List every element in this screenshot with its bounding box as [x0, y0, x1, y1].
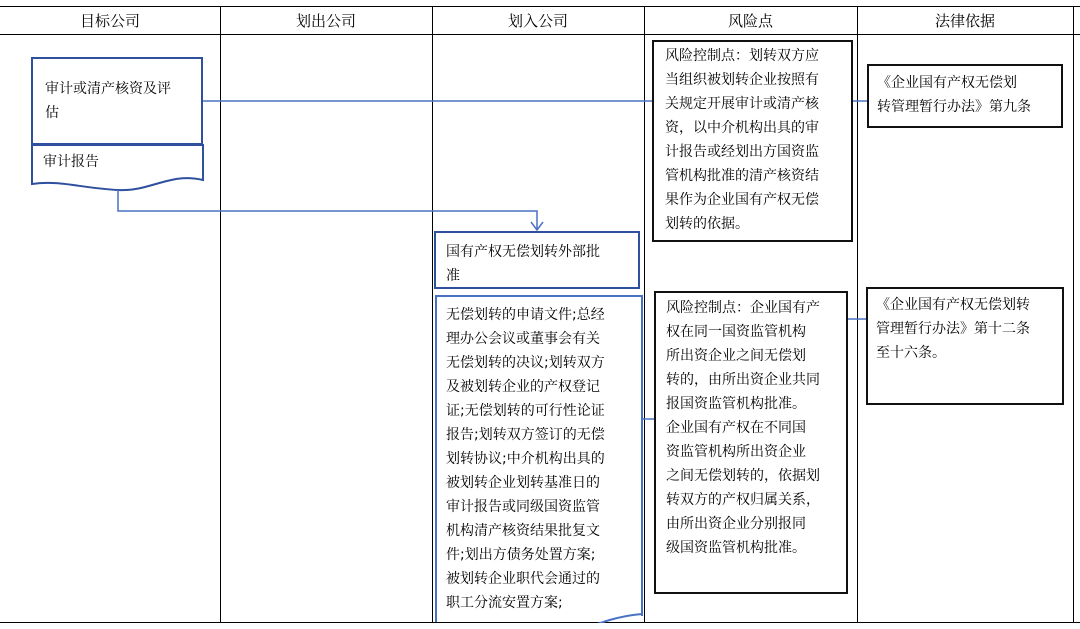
risk-control-box-1: 风险控制点：划转双方应 当组织被划转企业按照有 关规定开展审计或清产核 资，以中介机构出具的审 计报告或经划出方国资监 管机构批准的清产核资结 果作为企业国有产权无偿 划转的依据。	[652, 40, 853, 242]
header-bottom-border	[0, 34, 1080, 35]
audit-step-box: 审计或清产核资及评 估	[31, 57, 203, 145]
header-legal-basis: 法律依据	[934, 11, 995, 30]
header-transferee-company: 划入公司	[507, 11, 568, 30]
header-risk-points: 风险点	[727, 11, 773, 30]
required-documents-box: 无偿划转的申请文件;总经 理办公会议或董事会有关 无偿划转的决议;划转双方 及被划转企业的产权登记 证;无偿划转的可行性论证 报告;划转双方签订的无偿 划转协议;中介机构出具的 被划转企业划转基准日的 审计报告或同级国资监管 机构清产核资结果批复文 件;划出方债务处置方案; 被划转企业职代会通过的 职工分流安置方案;	[446, 307, 605, 611]
risk-control-box-2: 风险控制点：企业国有产 权在同一国资监管机构 所出资企业之间无偿划 转的，由所出资企业共同 报国资监管机构批准。 企业国有产权在不同国 资监管机构所出资企业 之间无偿划转的，依据划 转双方的产权归属关系， 由所出资企业分别报同 级国资监管机构批准。	[654, 291, 848, 594]
col-divider-2	[432, 6, 433, 623]
col-divider-3	[644, 6, 645, 623]
col-divider-right	[1073, 6, 1074, 623]
header-target-company: 目标公司	[79, 11, 140, 30]
external-approval-box: 国有产权无偿划转外部批 准	[434, 231, 640, 289]
col-divider-1	[220, 6, 221, 623]
col-divider-4	[857, 6, 858, 623]
arrowhead-down	[531, 222, 543, 230]
legal-basis-box-2: 《企业国有产权无偿划转 管理暂行办法》第十二条 至十六条。	[866, 287, 1064, 405]
audit-report-document: 审计报告	[43, 154, 99, 170]
legal-basis-box-1: 《企业国有产权无偿划 转管理暂行办法》第九条	[867, 64, 1063, 128]
bottom-margin	[0, 623, 1080, 629]
header-transferor-company: 划出公司	[295, 11, 356, 30]
report-to-approval-arrow	[118, 190, 537, 229]
